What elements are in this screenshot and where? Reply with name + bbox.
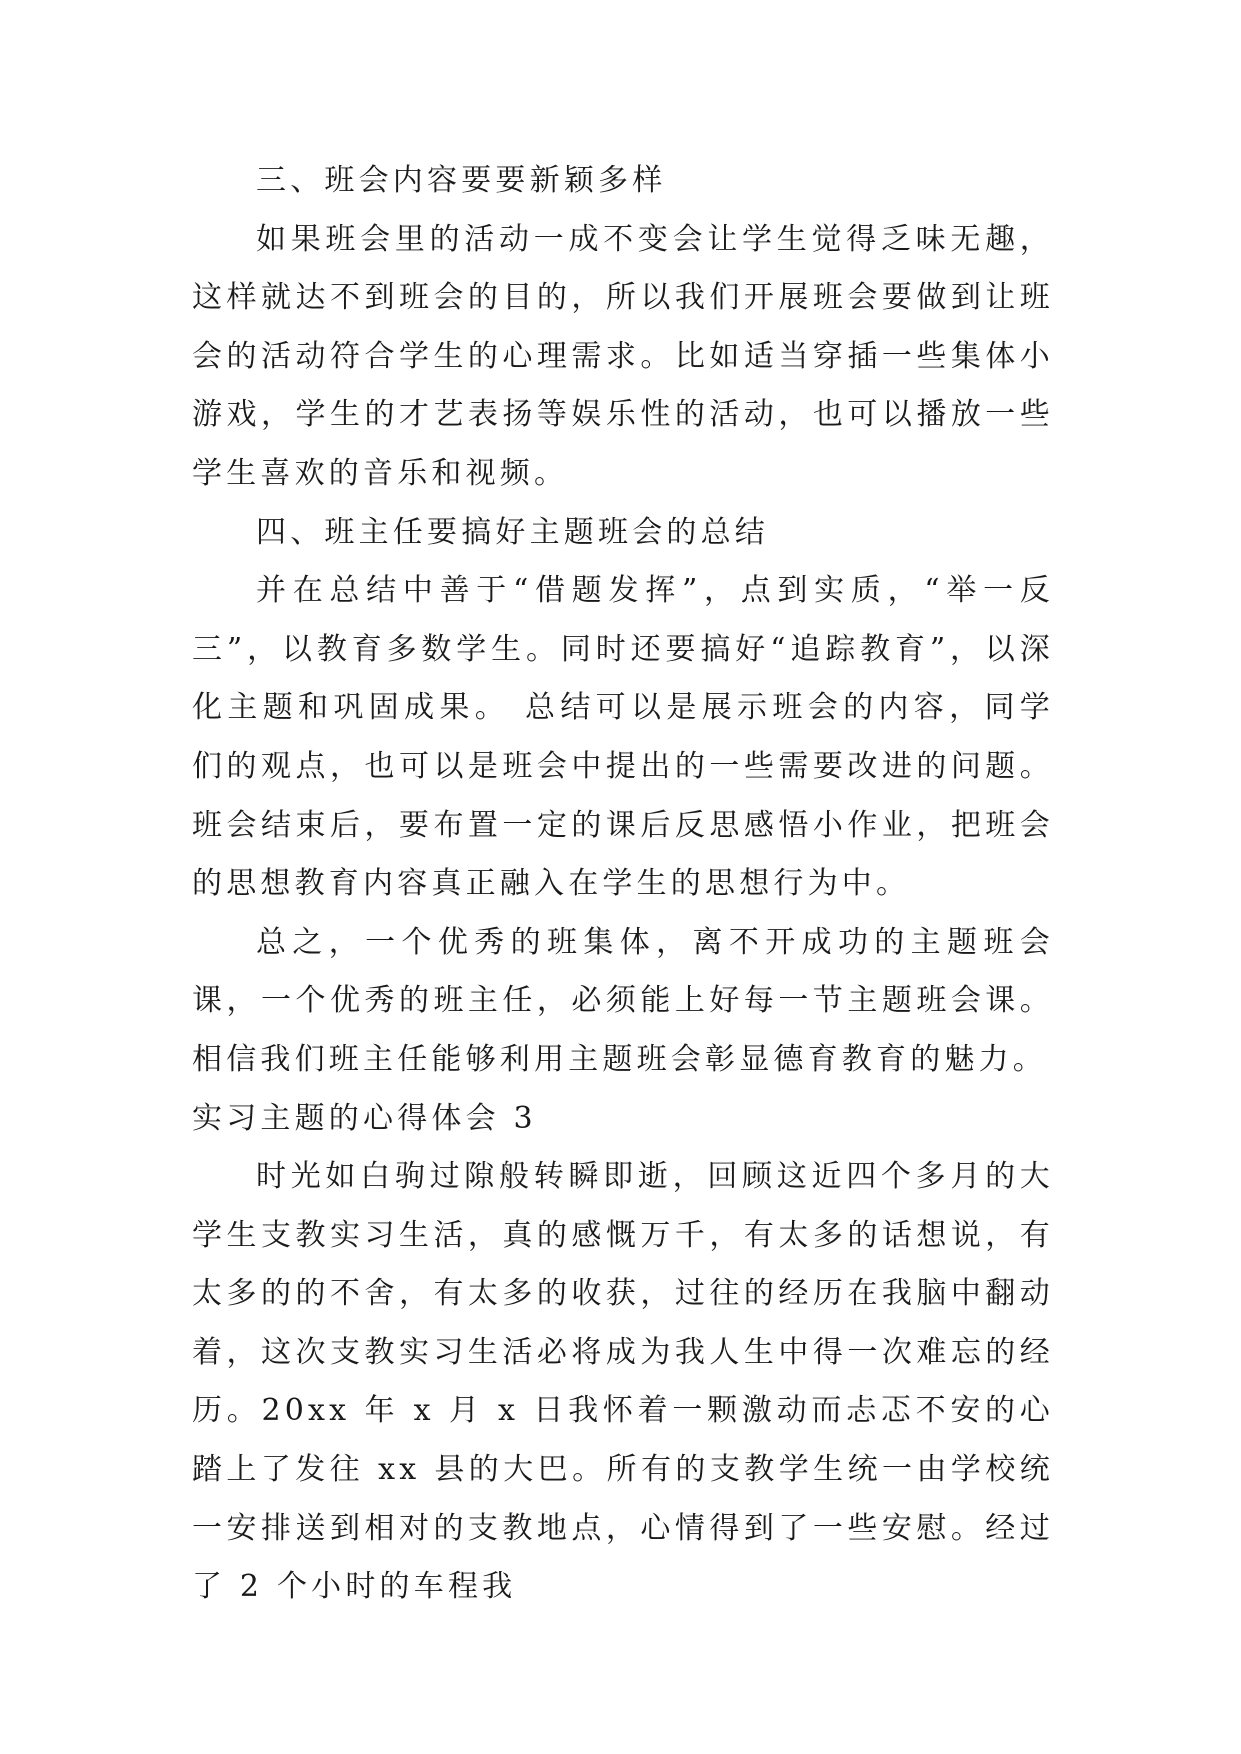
section-heading-4: 四、班主任要搞好主题班会的总结 xyxy=(256,514,769,550)
paragraph: 并在总结中善于“借题发挥”，点到实质，“举一反三”，以教育多数学生。同时还要搞好“追踪教育”，以深化主题和巩固成果。 总结可以是展示班会的内容，同学们的观点，也可以是班会中提出的一些需要改进的问题。班会结束后，要布置一定的课后反思感悟小作业，把班会的思想教育内容真正融入在学生的思想行为中。 xyxy=(192,573,1054,902)
paragraph: 总之，一个优秀的班集体，离不开成功的主题班会课，一个优秀的班主任，必须能上好每一节主题班会课。相信我们班主任能够利用主题班会彰显德育教育的魅力。 xyxy=(192,924,1054,1077)
section-heading-3: 三、班会内容要要新颖多样 xyxy=(256,163,667,198)
essay-title: 实习主题的心得体会 3 xyxy=(192,1100,537,1136)
paragraph: 如果班会里的活动一成不变会让学生觉得乏味无趣，这样就达不到班会的目的，所以我们开展班会要做到让班会的活动符合学生的心理需求。比如适当穿插一些集体小游戏，学生的才艺表扬等娱乐性的活动，也可以播放一些学生喜欢的音乐和视频。 xyxy=(192,221,1054,491)
paragraph: 时光如白驹过隙般转瞬即逝，回顾这近四个多月的大学生支教实习生活，真的感慨万千，有太多的话想说，有太多的的不舍，有太多的收获，过往的经历在我脑中翻动着，这次支教实习生活必将成为我人生中得一次难忘的经历。20xx 年 x 月 x 日我怀着一颗激动而忐忑不安的心踏上了发往 xx 县的大巴。所有的支教学生统一由学校统一安排送到相对的支教地点，心情得到了一些安慰。经过了 2 个小时的车程我 xyxy=(192,1159,1054,1605)
document-body xyxy=(192,152,1054,1617)
